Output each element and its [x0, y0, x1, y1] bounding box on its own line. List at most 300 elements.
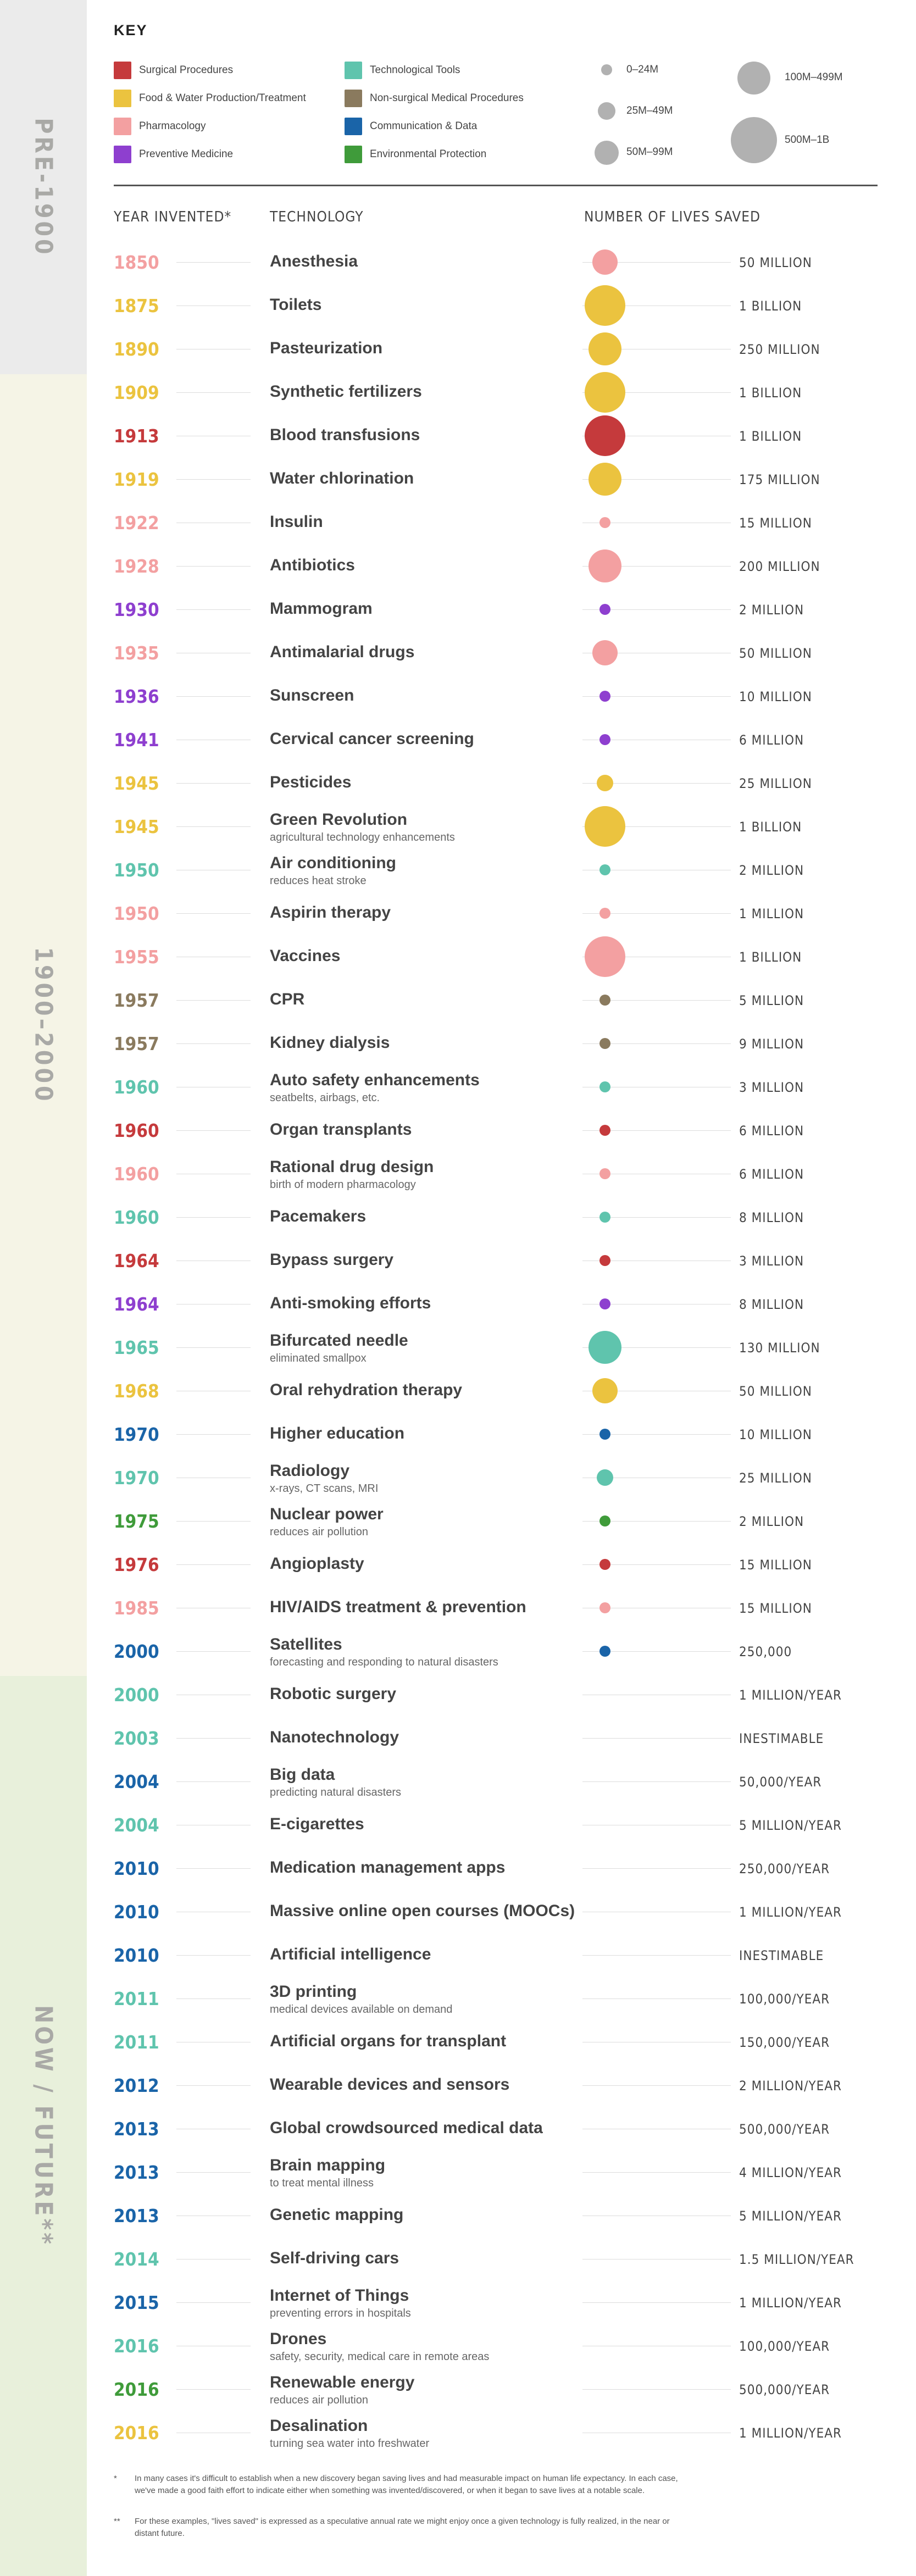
row-lives-saved: 9 MILLION	[739, 1036, 804, 1052]
lives-bubble	[599, 604, 610, 615]
row-guide-line	[176, 2389, 251, 2390]
row-guide-line	[176, 1738, 251, 1739]
row-year: 2016	[114, 2422, 159, 2444]
row-year: 1960	[114, 1120, 159, 1141]
row-lives-saved: 6 MILLION	[739, 1167, 804, 1182]
row-year: 1970	[114, 1467, 159, 1489]
legend-label: Surgical Procedures	[139, 64, 234, 76]
row-guide-line	[176, 1998, 251, 1999]
row-technology: E-cigarettes	[270, 1815, 364, 1833]
row-technology: Genetic mapping	[270, 2206, 404, 2224]
lives-bubble	[585, 285, 625, 326]
row-technology: Air conditioning	[270, 854, 396, 872]
row-technology: 3D printing	[270, 1983, 357, 2001]
row-guide-line	[582, 1868, 731, 1869]
footnote-mark: *	[114, 2474, 117, 2483]
row-year: 1913	[114, 425, 159, 447]
row-year: 2011	[114, 2031, 159, 2053]
legend-label: Communication & Data	[370, 120, 478, 132]
row-lives-saved: 5 MILLION/YEAR	[739, 2208, 842, 2224]
row-year: 1960	[114, 1163, 159, 1185]
row-year: 2003	[114, 1728, 159, 1749]
legend-item-non-surgical	[345, 90, 524, 107]
row-guide-line	[582, 1781, 731, 1782]
table-row	[0, 1500, 916, 1544]
row-lives-saved: 100,000/YEAR	[739, 2339, 830, 2354]
legend-swatch	[345, 118, 362, 135]
row-guide-line	[176, 1434, 251, 1435]
row-technology: Pesticides	[270, 773, 352, 791]
lives-bubble	[599, 1602, 610, 1613]
table-row	[0, 805, 916, 849]
table-row	[0, 718, 916, 762]
table-row	[0, 1152, 916, 1196]
row-lives-saved: 2 MILLION	[739, 602, 804, 618]
row-subtitle: predicting natural disasters	[270, 1786, 402, 1798]
table-row	[0, 588, 916, 632]
size-legend-label: 0–24M	[626, 64, 659, 75]
legend-item-food-water	[114, 90, 306, 107]
lives-bubble	[599, 1255, 610, 1266]
row-lives-saved: 1 BILLION	[739, 429, 802, 444]
table-row	[0, 935, 916, 979]
row-technology: Higher education	[270, 1424, 405, 1442]
row-technology: Toilets	[270, 296, 322, 314]
table-row	[0, 2368, 916, 2412]
row-technology: Antimalarial drugs	[270, 643, 415, 661]
size-legend-dot	[731, 117, 777, 163]
row-technology: Internet of Things	[270, 2286, 409, 2305]
lives-bubble	[585, 372, 625, 413]
row-year: 2016	[114, 2379, 159, 2400]
table-row	[0, 1586, 916, 1630]
row-guide-line	[176, 1781, 251, 1782]
lives-bubble	[599, 1038, 610, 1049]
row-guide-line	[176, 826, 251, 827]
row-subtitle: seatbelts, airbags, etc.	[270, 1092, 380, 1104]
row-lives-saved: INESTIMABLE	[739, 1948, 824, 1963]
row-year: 2015	[114, 2292, 159, 2313]
legend-item-tech-tools	[345, 62, 460, 79]
row-subtitle: to treat mental illness	[270, 2177, 374, 2189]
era-label: NOW / FUTURE**	[29, 2005, 58, 2247]
row-technology: Auto safety enhancements	[270, 1071, 480, 1089]
table-row	[0, 1673, 916, 1717]
row-guide-line	[176, 783, 251, 784]
table-row	[0, 1109, 916, 1153]
row-year: 1960	[114, 1207, 159, 1228]
row-lives-saved: 50 MILLION	[739, 1384, 812, 1399]
row-technology: Synthetic fertilizers	[270, 382, 422, 401]
legend-swatch	[114, 146, 131, 163]
lives-bubble	[599, 864, 610, 875]
row-guide-line	[176, 1130, 251, 1131]
lives-bubble	[599, 734, 610, 745]
lives-bubble	[589, 332, 621, 365]
row-lives-saved: 5 MILLION/YEAR	[739, 1818, 842, 1833]
lives-bubble	[589, 463, 621, 496]
table-row	[0, 241, 916, 285]
row-year: 2000	[114, 1684, 159, 1706]
size-legend-label: 100M–499M	[785, 71, 843, 83]
row-technology: Renewable energy	[270, 2373, 415, 2391]
row-year: 1928	[114, 556, 159, 577]
row-year: 1935	[114, 642, 159, 664]
row-technology: Rational drug design	[270, 1158, 434, 1176]
row-technology: Nuclear power	[270, 1505, 384, 1523]
table-row	[0, 1760, 916, 1804]
row-lives-saved: 15 MILLION	[739, 515, 812, 531]
row-year: 1970	[114, 1424, 159, 1445]
lives-bubble	[599, 691, 610, 702]
row-technology: Mammogram	[270, 599, 373, 618]
row-technology: Water chlorination	[270, 469, 414, 487]
row-lives-saved: 50 MILLION	[739, 646, 812, 661]
row-technology: Self-driving cars	[270, 2249, 399, 2267]
row-year: 1919	[114, 469, 159, 490]
row-technology: Aspirin therapy	[270, 903, 391, 921]
lives-bubble	[599, 995, 610, 1006]
row-lives-saved: 8 MILLION	[739, 1210, 804, 1225]
row-lives-saved: 130 MILLION	[739, 1340, 820, 1356]
row-technology: Oral rehydration therapy	[270, 1381, 463, 1399]
key-title: KEY	[114, 22, 148, 38]
column-header-year: YEAR INVENTED*	[114, 209, 232, 225]
row-guide-line	[176, 2302, 251, 2303]
lives-bubble	[599, 908, 610, 919]
row-lives-saved: 6 MILLION	[739, 732, 804, 748]
row-lives-saved: 5 MILLION	[739, 993, 804, 1008]
table-row	[0, 1022, 916, 1066]
row-year: 1975	[114, 1511, 159, 1532]
row-subtitle: reduces air pollution	[270, 2394, 368, 2406]
column-header-technology: TECHNOLOGY	[270, 209, 364, 225]
row-year: 2011	[114, 1988, 159, 2009]
lives-bubble	[592, 249, 618, 275]
row-technology: Satellites	[270, 1635, 342, 1653]
table-row	[0, 2281, 916, 2325]
row-technology: Robotic surgery	[270, 1685, 397, 1703]
table-row	[0, 1847, 916, 1891]
row-technology: Medication management apps	[270, 1858, 506, 1877]
row-year: 2012	[114, 2075, 159, 2096]
table-row	[0, 414, 916, 458]
size-legend-dot	[595, 141, 619, 165]
row-lives-saved: 1 MILLION/YEAR	[739, 1905, 842, 1920]
row-technology: Big data	[270, 1766, 335, 1784]
row-year: 2010	[114, 1945, 159, 1966]
row-technology: Kidney dialysis	[270, 1034, 390, 1052]
row-guide-line	[176, 609, 251, 610]
footnote-text: In many cases it's difficult to establish when a new discovery began saving lives and had measurable impact on human life expectancy. In each case, we've made a good faith effort to indicate either when something was invented/discovered, or when it began to save lives at a notable scale.	[135, 2474, 678, 2495]
table-row	[0, 892, 916, 936]
row-lives-saved: 150,000/YEAR	[739, 2035, 830, 2050]
table-row	[0, 2020, 916, 2064]
table-row	[0, 501, 916, 545]
row-year: 1936	[114, 686, 159, 707]
table-row	[0, 1543, 916, 1587]
row-lives-saved: 2 MILLION/YEAR	[739, 2078, 842, 2094]
row-year: 1909	[114, 382, 159, 403]
row-subtitle: x-rays, CT scans, MRI	[270, 1483, 379, 1495]
row-lives-saved: 10 MILLION	[739, 1427, 812, 1442]
row-year: 1945	[114, 816, 159, 837]
row-lives-saved: 1 BILLION	[739, 950, 802, 965]
row-lives-saved: 500,000/YEAR	[739, 2122, 830, 2137]
row-guide-line	[582, 2085, 731, 2086]
row-technology: Anti-smoking efforts	[270, 1294, 431, 1312]
row-technology: Bifurcated needle	[270, 1331, 408, 1350]
lives-bubble	[592, 1378, 618, 1403]
row-lives-saved: 1.5 MILLION/YEAR	[739, 2252, 854, 2267]
row-year: 1965	[114, 1337, 159, 1358]
row-lives-saved: 8 MILLION	[739, 1297, 804, 1312]
lives-bubble	[599, 1429, 610, 1440]
row-lives-saved: 50,000/YEAR	[739, 1774, 822, 1790]
row-technology: Bypass surgery	[270, 1251, 394, 1269]
row-lives-saved: 2 MILLION	[739, 1514, 804, 1529]
table-row	[0, 2411, 916, 2455]
lives-bubble	[597, 1469, 613, 1486]
legend-swatch	[345, 62, 362, 79]
row-technology: Radiology	[270, 1462, 350, 1480]
table-row	[0, 1326, 916, 1370]
legend-swatch	[114, 118, 131, 135]
row-year: 1890	[114, 338, 159, 360]
row-lives-saved: 3 MILLION	[739, 1080, 804, 1095]
lives-bubble	[599, 1212, 610, 1223]
row-lives-saved: 250,000	[739, 1644, 792, 1659]
row-lives-saved: 3 MILLION	[739, 1253, 804, 1269]
row-lives-saved: 50 MILLION	[739, 255, 812, 270]
legend-label: Preventive Medicine	[139, 148, 234, 160]
size-legend-dot	[598, 102, 615, 120]
row-guide-line	[582, 2172, 731, 2173]
row-lives-saved: 25 MILLION	[739, 1470, 812, 1486]
table-row	[0, 1456, 916, 1500]
row-subtitle: turning sea water into freshwater	[270, 2438, 430, 2450]
legend-swatch	[114, 62, 131, 79]
legend-label: Food & Water Production/Treatment	[139, 92, 306, 104]
legend-swatch	[345, 146, 362, 163]
row-lives-saved: 4 MILLION/YEAR	[739, 2165, 842, 2180]
legend-item-surgical	[114, 62, 233, 79]
row-year: 1850	[114, 252, 159, 273]
row-technology: Desalination	[270, 2417, 368, 2435]
size-legend-label: 500M–1B	[785, 134, 830, 146]
row-lives-saved: 2 MILLION	[739, 863, 804, 878]
lives-bubble	[589, 549, 621, 582]
row-technology: Pacemakers	[270, 1207, 367, 1225]
legend-swatch	[114, 90, 131, 107]
row-lives-saved: 100,000/YEAR	[739, 1991, 830, 2007]
row-subtitle: forecasting and responding to natural disasters	[270, 1656, 498, 1668]
row-lives-saved: 1 BILLION	[739, 298, 802, 314]
row-technology: Wearable devices and sensors	[270, 2075, 510, 2094]
row-year: 1941	[114, 729, 159, 751]
row-guide-line	[582, 2302, 731, 2303]
row-guide-line	[176, 1347, 251, 1348]
footnote-2	[114, 2516, 691, 2540]
row-subtitle: agricultural technology enhancements	[270, 831, 455, 843]
lives-bubble	[599, 1646, 610, 1657]
row-guide-line	[176, 262, 251, 263]
row-year: 1976	[114, 1554, 159, 1575]
row-year: 1950	[114, 859, 159, 881]
lives-bubble	[585, 806, 625, 847]
table-row	[0, 2324, 916, 2368]
row-lives-saved: 1 MILLION/YEAR	[739, 1687, 842, 1703]
legend-label: Environmental Protection	[370, 148, 487, 160]
row-lives-saved: 10 MILLION	[739, 689, 812, 704]
row-technology: Antibiotics	[270, 556, 355, 574]
footnote-text: For these examples, "lives saved" is expressed as a speculative annual rate we might enjoy once a given technology is fully realized, in the near or distant future.	[135, 2517, 670, 2538]
row-technology: Drones	[270, 2330, 327, 2348]
table-row	[0, 1196, 916, 1240]
table-row	[0, 1803, 916, 1847]
row-guide-line	[176, 1651, 251, 1652]
row-guide-line	[582, 1998, 731, 1999]
era-label: 1900–2000	[29, 946, 58, 1104]
row-guide-line	[582, 1955, 731, 1956]
row-year: 2000	[114, 1641, 159, 1662]
row-technology: Artificial intelligence	[270, 1945, 431, 1963]
lives-bubble	[599, 1559, 610, 1570]
row-subtitle: medical devices available on demand	[270, 2003, 453, 2016]
row-guide-line	[176, 2085, 251, 2086]
table-row	[0, 1977, 916, 2021]
row-year: 1968	[114, 1380, 159, 1402]
legend-item-preventive	[114, 146, 233, 163]
row-technology: Anesthesia	[270, 252, 358, 270]
row-guide-line	[176, 1564, 251, 1565]
row-lives-saved: 1 BILLION	[739, 819, 802, 835]
row-lives-saved: 6 MILLION	[739, 1123, 804, 1139]
row-technology: Artificial organs for transplant	[270, 2032, 507, 2050]
row-guide-line	[176, 1868, 251, 1869]
table-row	[0, 2107, 916, 2151]
table-row	[0, 1065, 916, 1109]
row-year: 2010	[114, 1858, 159, 1879]
row-technology: Green Revolution	[270, 810, 408, 829]
row-year: 1875	[114, 295, 159, 317]
table-row	[0, 979, 916, 1023]
divider	[114, 185, 878, 186]
row-guide-line	[582, 1738, 731, 1739]
table-row	[0, 1413, 916, 1457]
row-guide-line	[176, 479, 251, 480]
lives-bubble	[585, 936, 625, 977]
size-legend-dot	[601, 64, 612, 75]
footnote-mark: **	[114, 2517, 120, 2526]
row-subtitle: birth of modern pharmacology	[270, 1179, 416, 1191]
row-technology: Cervical cancer screening	[270, 730, 474, 748]
table-row	[0, 2194, 916, 2238]
row-subtitle: reduces heat stroke	[270, 875, 367, 887]
row-lives-saved: 500,000/YEAR	[739, 2382, 830, 2397]
row-subtitle: safety, security, medical care in remote areas	[270, 2351, 490, 2363]
row-lives-saved: 250,000/YEAR	[739, 1861, 830, 1877]
table-row	[0, 2064, 916, 2108]
row-technology: Vaccines	[270, 947, 341, 965]
row-year: 1964	[114, 1250, 159, 1272]
row-year: 1945	[114, 773, 159, 794]
legend-item-environmental	[345, 146, 486, 163]
row-year: 2010	[114, 1901, 159, 1923]
legend-label: Pharmacology	[139, 120, 206, 132]
row-guide-line	[176, 392, 251, 393]
row-guide-line	[176, 2172, 251, 2173]
table-row	[0, 675, 916, 719]
row-technology: Pasteurization	[270, 339, 383, 357]
size-legend-label: 50M–99M	[626, 146, 673, 158]
row-lives-saved: 1 MILLION	[739, 906, 804, 921]
table-row	[0, 327, 916, 371]
lives-bubble	[599, 1081, 610, 1092]
era-label: PRE-1900	[29, 117, 58, 257]
row-guide-line	[176, 1521, 251, 1522]
row-year: 2013	[114, 2118, 159, 2140]
lives-bubble	[599, 1168, 610, 1179]
table-row	[0, 631, 916, 675]
row-technology: Massive online open courses (MOOCs)	[270, 1902, 575, 1920]
table-row	[0, 545, 916, 589]
lives-bubble	[597, 775, 613, 791]
row-year: 2014	[114, 2249, 159, 2270]
table-row	[0, 1890, 916, 1934]
row-lives-saved: 1 BILLION	[739, 385, 802, 401]
row-year: 2013	[114, 2162, 159, 2183]
table-row	[0, 2238, 916, 2281]
table-row	[0, 1239, 916, 1283]
legend-item-pharmacology	[114, 118, 206, 135]
table-row	[0, 2151, 916, 2195]
legend-label: Non-surgical Medical Procedures	[370, 92, 524, 104]
column-header-lives: NUMBER OF LIVES SAVED	[584, 209, 761, 225]
row-technology: Blood transfusions	[270, 426, 420, 444]
row-guide-line	[176, 1043, 251, 1044]
row-year: 2013	[114, 2205, 159, 2227]
row-lives-saved: 1 MILLION/YEAR	[739, 2295, 842, 2311]
row-technology: Brain mapping	[270, 2156, 386, 2174]
row-guide-line	[176, 1217, 251, 1218]
row-year: 2004	[114, 1814, 159, 1836]
row-lives-saved: INESTIMABLE	[739, 1731, 824, 1746]
row-guide-line	[176, 913, 251, 914]
row-technology: CPR	[270, 990, 305, 1008]
row-year: 1964	[114, 1293, 159, 1315]
row-guide-line	[176, 1000, 251, 1001]
row-technology: Organ transplants	[270, 1120, 412, 1139]
table-row	[0, 1934, 916, 1978]
row-lives-saved: 15 MILLION	[739, 1601, 812, 1616]
legend-item-communication	[345, 118, 477, 135]
row-technology: Sunscreen	[270, 686, 354, 704]
footnote-1	[114, 2473, 691, 2497]
row-guide-line	[582, 2389, 731, 2390]
lives-bubble	[589, 1331, 621, 1364]
row-year: 1957	[114, 1033, 159, 1054]
row-year: 2004	[114, 1771, 159, 1792]
row-year: 1955	[114, 946, 159, 968]
legend-swatch	[345, 90, 362, 107]
row-subtitle: eliminated smallpox	[270, 1352, 367, 1364]
row-technology: Global crowdsourced medical data	[270, 2119, 543, 2137]
row-lives-saved: 15 MILLION	[739, 1557, 812, 1573]
lives-bubble	[599, 1298, 610, 1309]
row-guide-line	[176, 566, 251, 567]
table-row	[0, 1369, 916, 1413]
